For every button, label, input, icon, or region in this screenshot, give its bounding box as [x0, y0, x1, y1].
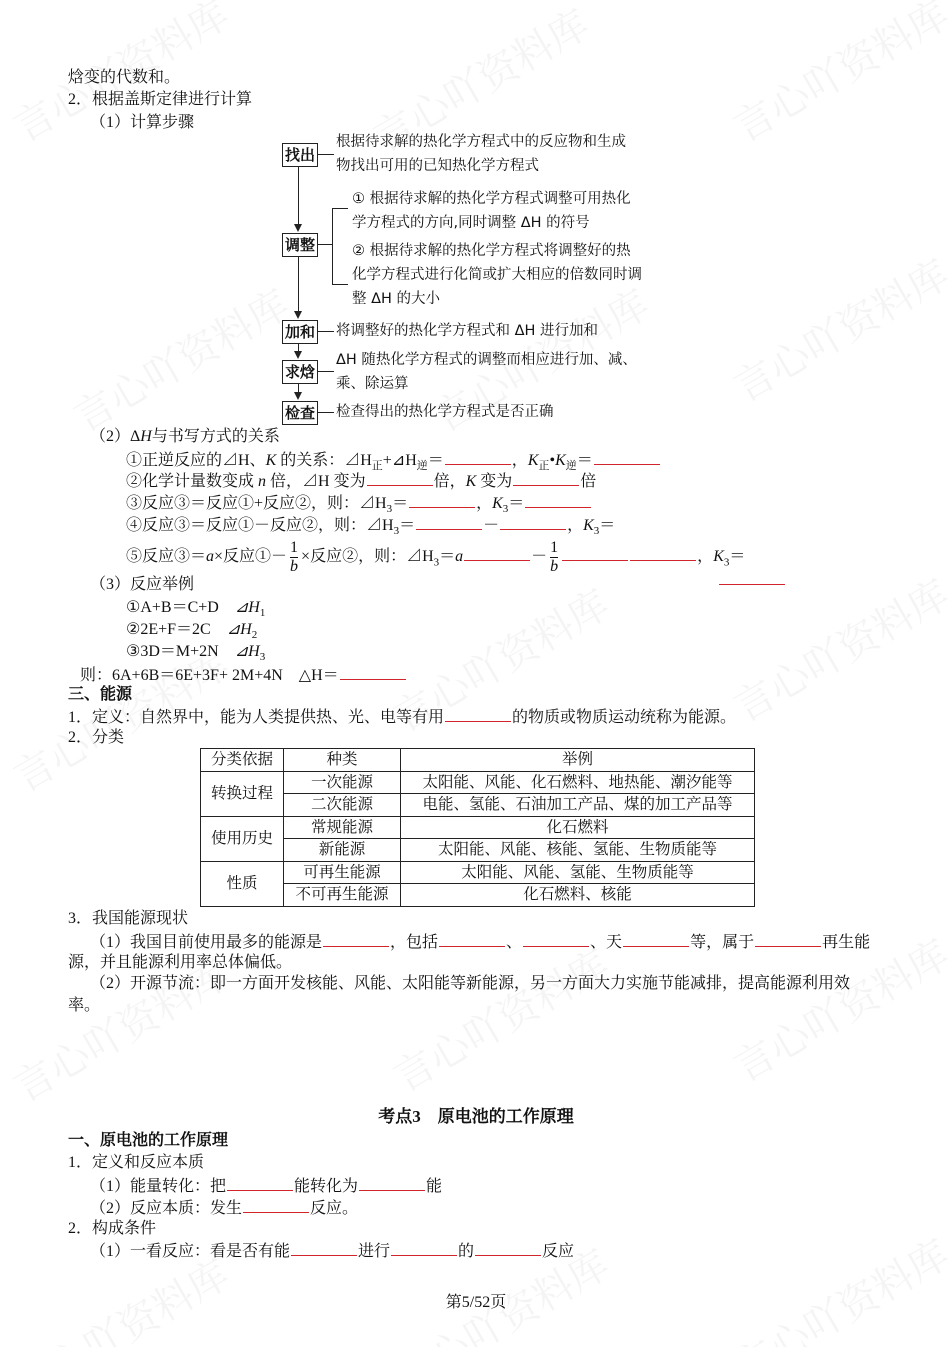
- table-cell: 二次能源: [284, 794, 401, 817]
- text: 变为: [476, 473, 513, 490]
- text: （2）Δ: [90, 428, 141, 445]
- fraction: [290, 539, 298, 576]
- text: 等，属于: [690, 934, 755, 951]
- subscript: 逆: [565, 460, 577, 473]
- table-header-row: [201, 749, 755, 772]
- text: ＝: [508, 495, 525, 512]
- italic-symbol: ⊿H: [234, 643, 260, 660]
- text: 第5/52页: [445, 1294, 507, 1311]
- flow-text: 检查得出的热化学方程式是否正确: [336, 404, 554, 420]
- italic-symbol: K: [527, 452, 539, 469]
- italic-symbol: n: [258, 473, 267, 490]
- fraction-den: b: [550, 558, 559, 575]
- answer-blank: [416, 513, 482, 530]
- answer-blank: [755, 930, 821, 947]
- answer-blank: [291, 1239, 357, 1256]
- table-header: 种类: [284, 749, 401, 772]
- text: 倍: [580, 473, 597, 490]
- italic-symbol: K: [713, 548, 724, 566]
- text: 考点3 原电池的工作原理: [378, 1107, 574, 1126]
- subheading: [90, 426, 280, 448]
- text: ，: [476, 495, 493, 512]
- text: ×反应①－: [214, 548, 288, 566]
- text: ②化学计量数变成: [126, 473, 259, 490]
- text: •: [549, 452, 556, 469]
- answer-blank: [409, 491, 475, 508]
- text-line: [68, 1218, 156, 1240]
- answer-blank: [464, 544, 530, 561]
- text: ＝: [439, 548, 456, 566]
- text: 倍，⊿H 变为: [266, 473, 366, 490]
- text: 2．分类: [68, 729, 125, 746]
- text: 则：6A+6B＝6E+3F+ 2M+4N △H＝: [80, 667, 339, 684]
- answer-blank: [340, 663, 406, 680]
- answer-blank: [367, 469, 433, 486]
- section-heading: [68, 684, 132, 706]
- subscript: 3: [386, 503, 393, 516]
- italic-symbol: ⊿H: [226, 621, 252, 638]
- flow-text: ② 根据待求解的热化学方程式将调整好的热: [352, 243, 631, 259]
- text: ③3D＝M+2N: [126, 643, 235, 660]
- subscript: 3: [259, 651, 266, 664]
- text: －: [483, 517, 500, 534]
- step-find: 找出: [282, 143, 318, 167]
- answer-blank: [562, 544, 628, 561]
- heading-2: [68, 89, 252, 111]
- subscript: 3: [393, 525, 400, 538]
- text: （1）能量转化：把: [90, 1178, 227, 1195]
- table-row: [201, 839, 755, 862]
- step-enthalpy: 求焓: [282, 360, 318, 384]
- table-cell: 电能、氢能、石油加工产品、煤的加工产品等: [401, 794, 755, 817]
- table-cell: 性质: [201, 861, 284, 906]
- text: ×反应②，则：⊿H: [301, 548, 434, 566]
- section-heading: [68, 1130, 228, 1152]
- text: 的关系：⊿H: [276, 452, 372, 469]
- text-line: [68, 705, 736, 729]
- italic-symbol: K: [555, 452, 566, 469]
- text: （3）反应举例: [90, 576, 195, 593]
- text: ，包括: [390, 934, 439, 951]
- fraction-den: b: [290, 558, 299, 575]
- page-number: [0, 1292, 952, 1314]
- text: 能转化为: [294, 1178, 359, 1195]
- text: 3．我国能源现状: [68, 910, 189, 927]
- text: 2．构成条件: [68, 1220, 157, 1237]
- italic-symbol: K: [265, 452, 277, 469]
- answer-blank-line: [718, 568, 786, 592]
- subscript: 3: [502, 503, 509, 516]
- table-cell: 太阳能、风能、氢能、生物质能等: [401, 861, 755, 884]
- answer-blank: [323, 930, 389, 947]
- formula-line: [126, 539, 745, 576]
- answer-blank: [227, 1174, 293, 1191]
- text: 焓变的代数和。: [68, 69, 181, 86]
- text: ＝: [729, 548, 746, 566]
- text-line: [68, 952, 292, 974]
- text-line: [68, 908, 188, 930]
- answer-blank: [630, 544, 696, 561]
- fraction-num: 1: [290, 539, 299, 556]
- table-cell: 一次能源: [284, 771, 401, 794]
- energy-classification-table: [200, 748, 755, 907]
- text: 2．根据盖斯定律进行计算: [68, 91, 253, 108]
- text: ④反应③＝反应①－反应②，则：⊿H: [126, 517, 394, 534]
- text-line: [90, 1196, 358, 1220]
- text: 1．定义和反应本质: [68, 1154, 205, 1171]
- step-check: 检查: [282, 401, 318, 425]
- subscript: 正: [538, 460, 550, 473]
- text-line: [68, 67, 180, 89]
- text-line: [90, 1174, 442, 1198]
- subheading: [90, 574, 194, 596]
- answer-blank: [500, 513, 566, 530]
- text: 能: [426, 1178, 443, 1195]
- text: ＝: [427, 452, 444, 469]
- table-row: [201, 884, 755, 907]
- italic-symbol: a: [206, 548, 215, 566]
- answer-blank: [243, 1196, 309, 1213]
- text: 率。: [68, 997, 101, 1014]
- flow-text: 化学方程式进行化简或扩大相应的倍数同时调: [352, 267, 642, 283]
- subscript: 2: [251, 629, 258, 642]
- text: 的物质或物质运动统称为能源。: [512, 709, 737, 726]
- italic-symbol: K: [492, 495, 503, 512]
- text: 的: [458, 1243, 475, 1260]
- text: 三、能源: [68, 686, 133, 703]
- answer-blank: [359, 1174, 425, 1191]
- text: +⊿H: [382, 452, 417, 469]
- subscript: 1: [259, 607, 266, 620]
- text: ＝: [392, 495, 409, 512]
- answer-blank: [523, 930, 589, 947]
- text-line: [90, 930, 870, 954]
- text-line: [90, 973, 850, 995]
- answer-blank: [445, 448, 511, 465]
- table-cell: 可再生能源: [284, 861, 401, 884]
- answer-blank: [719, 568, 785, 585]
- text-line: [68, 995, 100, 1017]
- flow-text: ΔH 随热化学方程式的调整而相应进行加、减、: [336, 352, 637, 368]
- subscript: 3: [723, 556, 730, 569]
- watermark: [722, 1224, 952, 1347]
- text: 反应: [542, 1243, 575, 1260]
- table-cell: 常规能源: [284, 816, 401, 839]
- topic-title: [0, 1106, 952, 1128]
- answer-blank: [623, 930, 689, 947]
- text-line: [68, 727, 124, 749]
- italic-symbol: ⊿H: [234, 599, 260, 616]
- text: ⑤反应③＝: [126, 548, 207, 566]
- answer-blank: [439, 930, 505, 947]
- flow-text: 整 ΔH 的大小: [352, 291, 441, 307]
- subscript: 正: [371, 460, 383, 473]
- italic-symbol: K: [465, 473, 477, 490]
- table-cell: 太阳能、风能、化石燃料、地热能、潮汐能等: [401, 771, 755, 794]
- fraction: [550, 539, 558, 576]
- text: ①A+B＝C+D: [126, 599, 235, 616]
- table-cell: 太阳能、风能、核能、氢能、生物质能等: [401, 839, 755, 862]
- text: （1）我国目前使用最多的能源是: [90, 934, 323, 951]
- text: ＝: [399, 517, 416, 534]
- flow-text: 将调整好的热化学方程式和 ΔH 进行加和: [336, 323, 599, 339]
- formula-line: [126, 469, 596, 493]
- formula-line: [126, 513, 615, 542]
- text: ，: [511, 452, 528, 469]
- text: －: [531, 548, 548, 566]
- table-row: [201, 861, 755, 884]
- text: 源，并且能源利用率总体偏低。: [68, 954, 293, 971]
- text: 反应。: [310, 1200, 359, 1217]
- text: 进行: [358, 1243, 391, 1260]
- flow-text: 学方程式的方向,同时调整 ΔH 的符号: [352, 215, 590, 231]
- text: 与书写方式的关系: [151, 428, 280, 445]
- subscript: 3: [593, 525, 600, 538]
- text: （2）反应本质：发生: [90, 1200, 243, 1217]
- answer-blank: [513, 469, 579, 486]
- table-cell: 使用历史: [201, 816, 284, 861]
- answer-blank: [594, 448, 660, 465]
- text: ＝: [576, 452, 593, 469]
- table-row: [201, 771, 755, 794]
- text: 一、原电池的工作原理: [68, 1132, 229, 1149]
- text: ②2E+F＝2C: [126, 621, 227, 638]
- text: （1）一看反应：看是否有能: [90, 1243, 291, 1260]
- answer-blank: [525, 491, 591, 508]
- italic-symbol: H: [140, 428, 152, 445]
- subheading: [90, 112, 194, 134]
- text: ③反应③＝反应①+反应②，则：⊿H: [126, 495, 387, 512]
- text: ＝: [599, 517, 616, 534]
- subscript: 3: [433, 556, 440, 569]
- text: （1）计算步骤: [90, 114, 195, 131]
- text: （2）开源节流：即一方面开发核能、风能、太阳能等新能源，另一方面大力实施节能减排，提高能源利用效: [90, 975, 851, 992]
- table-row: [201, 794, 755, 817]
- table-cell: 转换过程: [201, 771, 284, 816]
- text: 1．定义：自然界中，能为人类提供热、光、电等有用: [68, 709, 445, 726]
- text-line: [68, 1152, 204, 1174]
- watermark: [62, 274, 298, 443]
- text: ，: [697, 548, 714, 566]
- step-adjust: 调整: [282, 233, 318, 257]
- flow-text: 乘、除运算: [336, 376, 409, 392]
- text: ①正逆反应的⊿H、: [126, 452, 266, 469]
- text-line: [90, 1239, 574, 1263]
- italic-symbol: a: [455, 548, 464, 566]
- flow-text: 物找出可用的已知热化学方程式: [336, 158, 539, 174]
- text: 再生能: [822, 934, 871, 951]
- subscript: 逆: [416, 460, 428, 473]
- table-row: [201, 816, 755, 839]
- answer-blank: [475, 1239, 541, 1256]
- table-cell: 不可再生能源: [284, 884, 401, 907]
- step-sum: 加和: [282, 320, 318, 344]
- text: 、天: [590, 934, 623, 951]
- watermark: [722, 244, 952, 413]
- watermark: [722, 0, 952, 153]
- table-cell: 化石燃料: [401, 816, 755, 839]
- text: ，: [567, 517, 584, 534]
- answer-blank: [391, 1239, 457, 1256]
- watermark: [382, 934, 618, 1103]
- answer-blank: [445, 705, 511, 722]
- fraction-num: 1: [550, 539, 559, 556]
- text: 倍，: [433, 473, 466, 490]
- flow-text: ① 根据待求解的热化学方程式调整可用热化: [352, 191, 631, 207]
- table-cell: 化石燃料、核能: [401, 884, 755, 907]
- table-header: 分类依据: [201, 749, 284, 772]
- table-header: 举例: [401, 749, 755, 772]
- text: 、: [506, 934, 523, 951]
- italic-symbol: K: [583, 517, 594, 534]
- table-cell: 新能源: [284, 839, 401, 862]
- flow-text: 根据待求解的热化学方程式中的反应物和生成: [336, 134, 626, 150]
